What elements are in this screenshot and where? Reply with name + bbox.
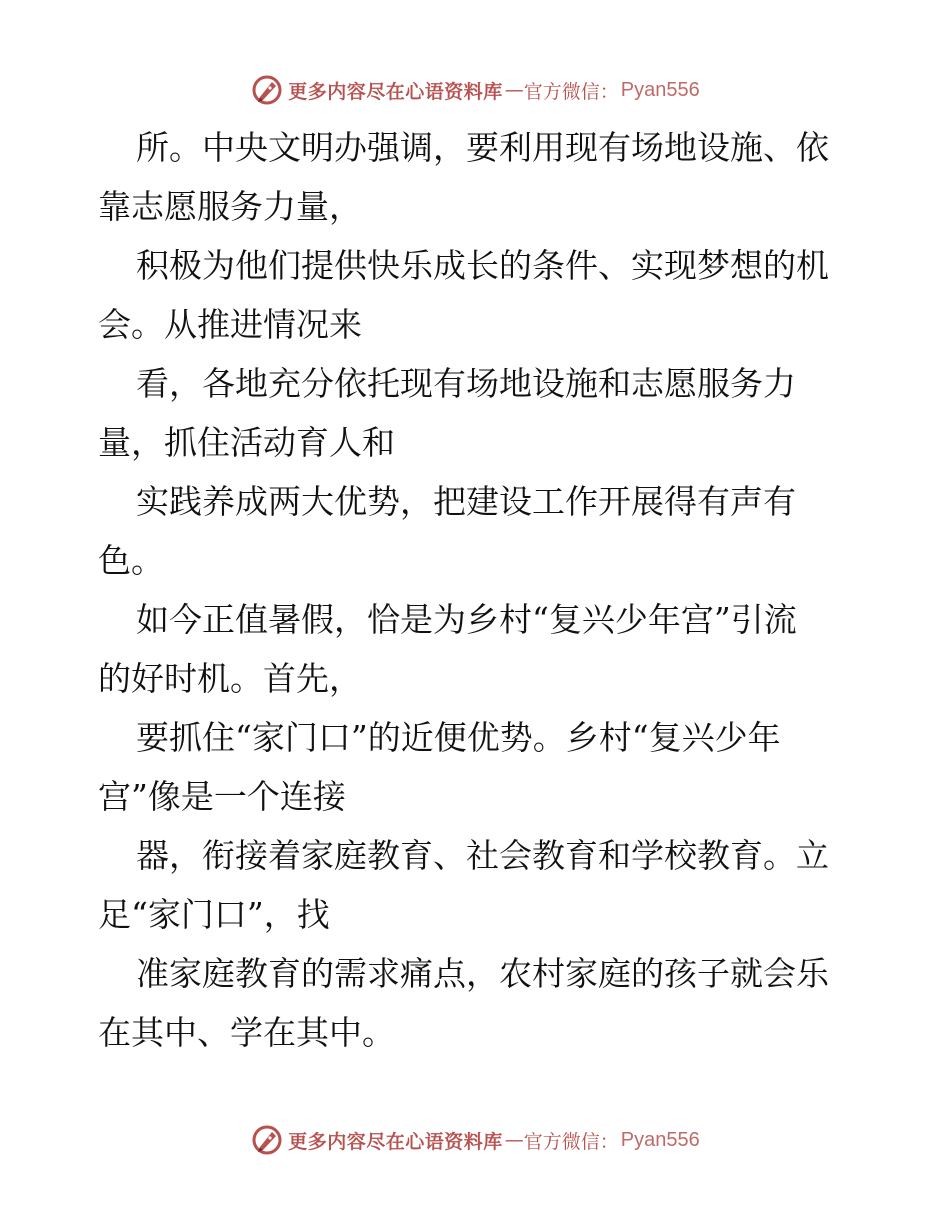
brand-text: 更多内容尽在心语资料库 [288, 1130, 503, 1153]
text-line: 积极为他们提供快乐成长的条件、实现梦想的机 [136, 246, 829, 285]
text-line: 在其中、学在其中。 [98, 1013, 395, 1052]
text-line: 看，各地充分依托现有场地设施和志愿服务力 [136, 364, 796, 403]
text-line: 的好时机。首先， [98, 659, 362, 698]
text-line: 实践养成两大优势，把建设工作开展得有声有 [136, 482, 796, 521]
contact-label: 官方微信： [523, 80, 619, 103]
wechat-id: Pyan556 [620, 1128, 700, 1151]
footer-watermark [0, 1120, 950, 1160]
separator-dash: — [504, 1129, 522, 1151]
text-line: 如今正值暑假，恰是为乡村“复兴少年宫”引流 [136, 600, 797, 639]
text-line: 要抓住“家门口”的近便优势。乡村“复兴少年 [136, 718, 781, 757]
text-line: 色。 [98, 541, 164, 580]
pen-nib-logo-icon [250, 73, 284, 107]
brand-text: 更多内容尽在心语资料库 [288, 80, 503, 103]
header-watermark [0, 70, 950, 110]
text-line: 靠志愿服务力量， [98, 187, 362, 226]
wechat-id: Pyan556 [620, 78, 700, 101]
text-line: 准家庭教育的需求痛点，农村家庭的孩子就会乐 [136, 954, 829, 993]
separator-dash: — [504, 79, 522, 101]
text-line: 足“家门口”，找 [98, 895, 330, 934]
body-text [98, 118, 858, 1062]
text-line: 器，衔接着家庭教育、社会教育和学校教育。立 [136, 836, 829, 875]
pen-nib-logo-icon [250, 1123, 284, 1157]
text-line: 宫”像是一个连接 [98, 777, 346, 816]
text-line: 所。中央文明办强调，要利用现有场地设施、依 [136, 128, 829, 167]
text-line: 量，抓住活动育人和 [98, 423, 395, 462]
contact-label: 官方微信： [523, 1130, 619, 1153]
text-line: 会。从推进情况来 [98, 305, 362, 344]
